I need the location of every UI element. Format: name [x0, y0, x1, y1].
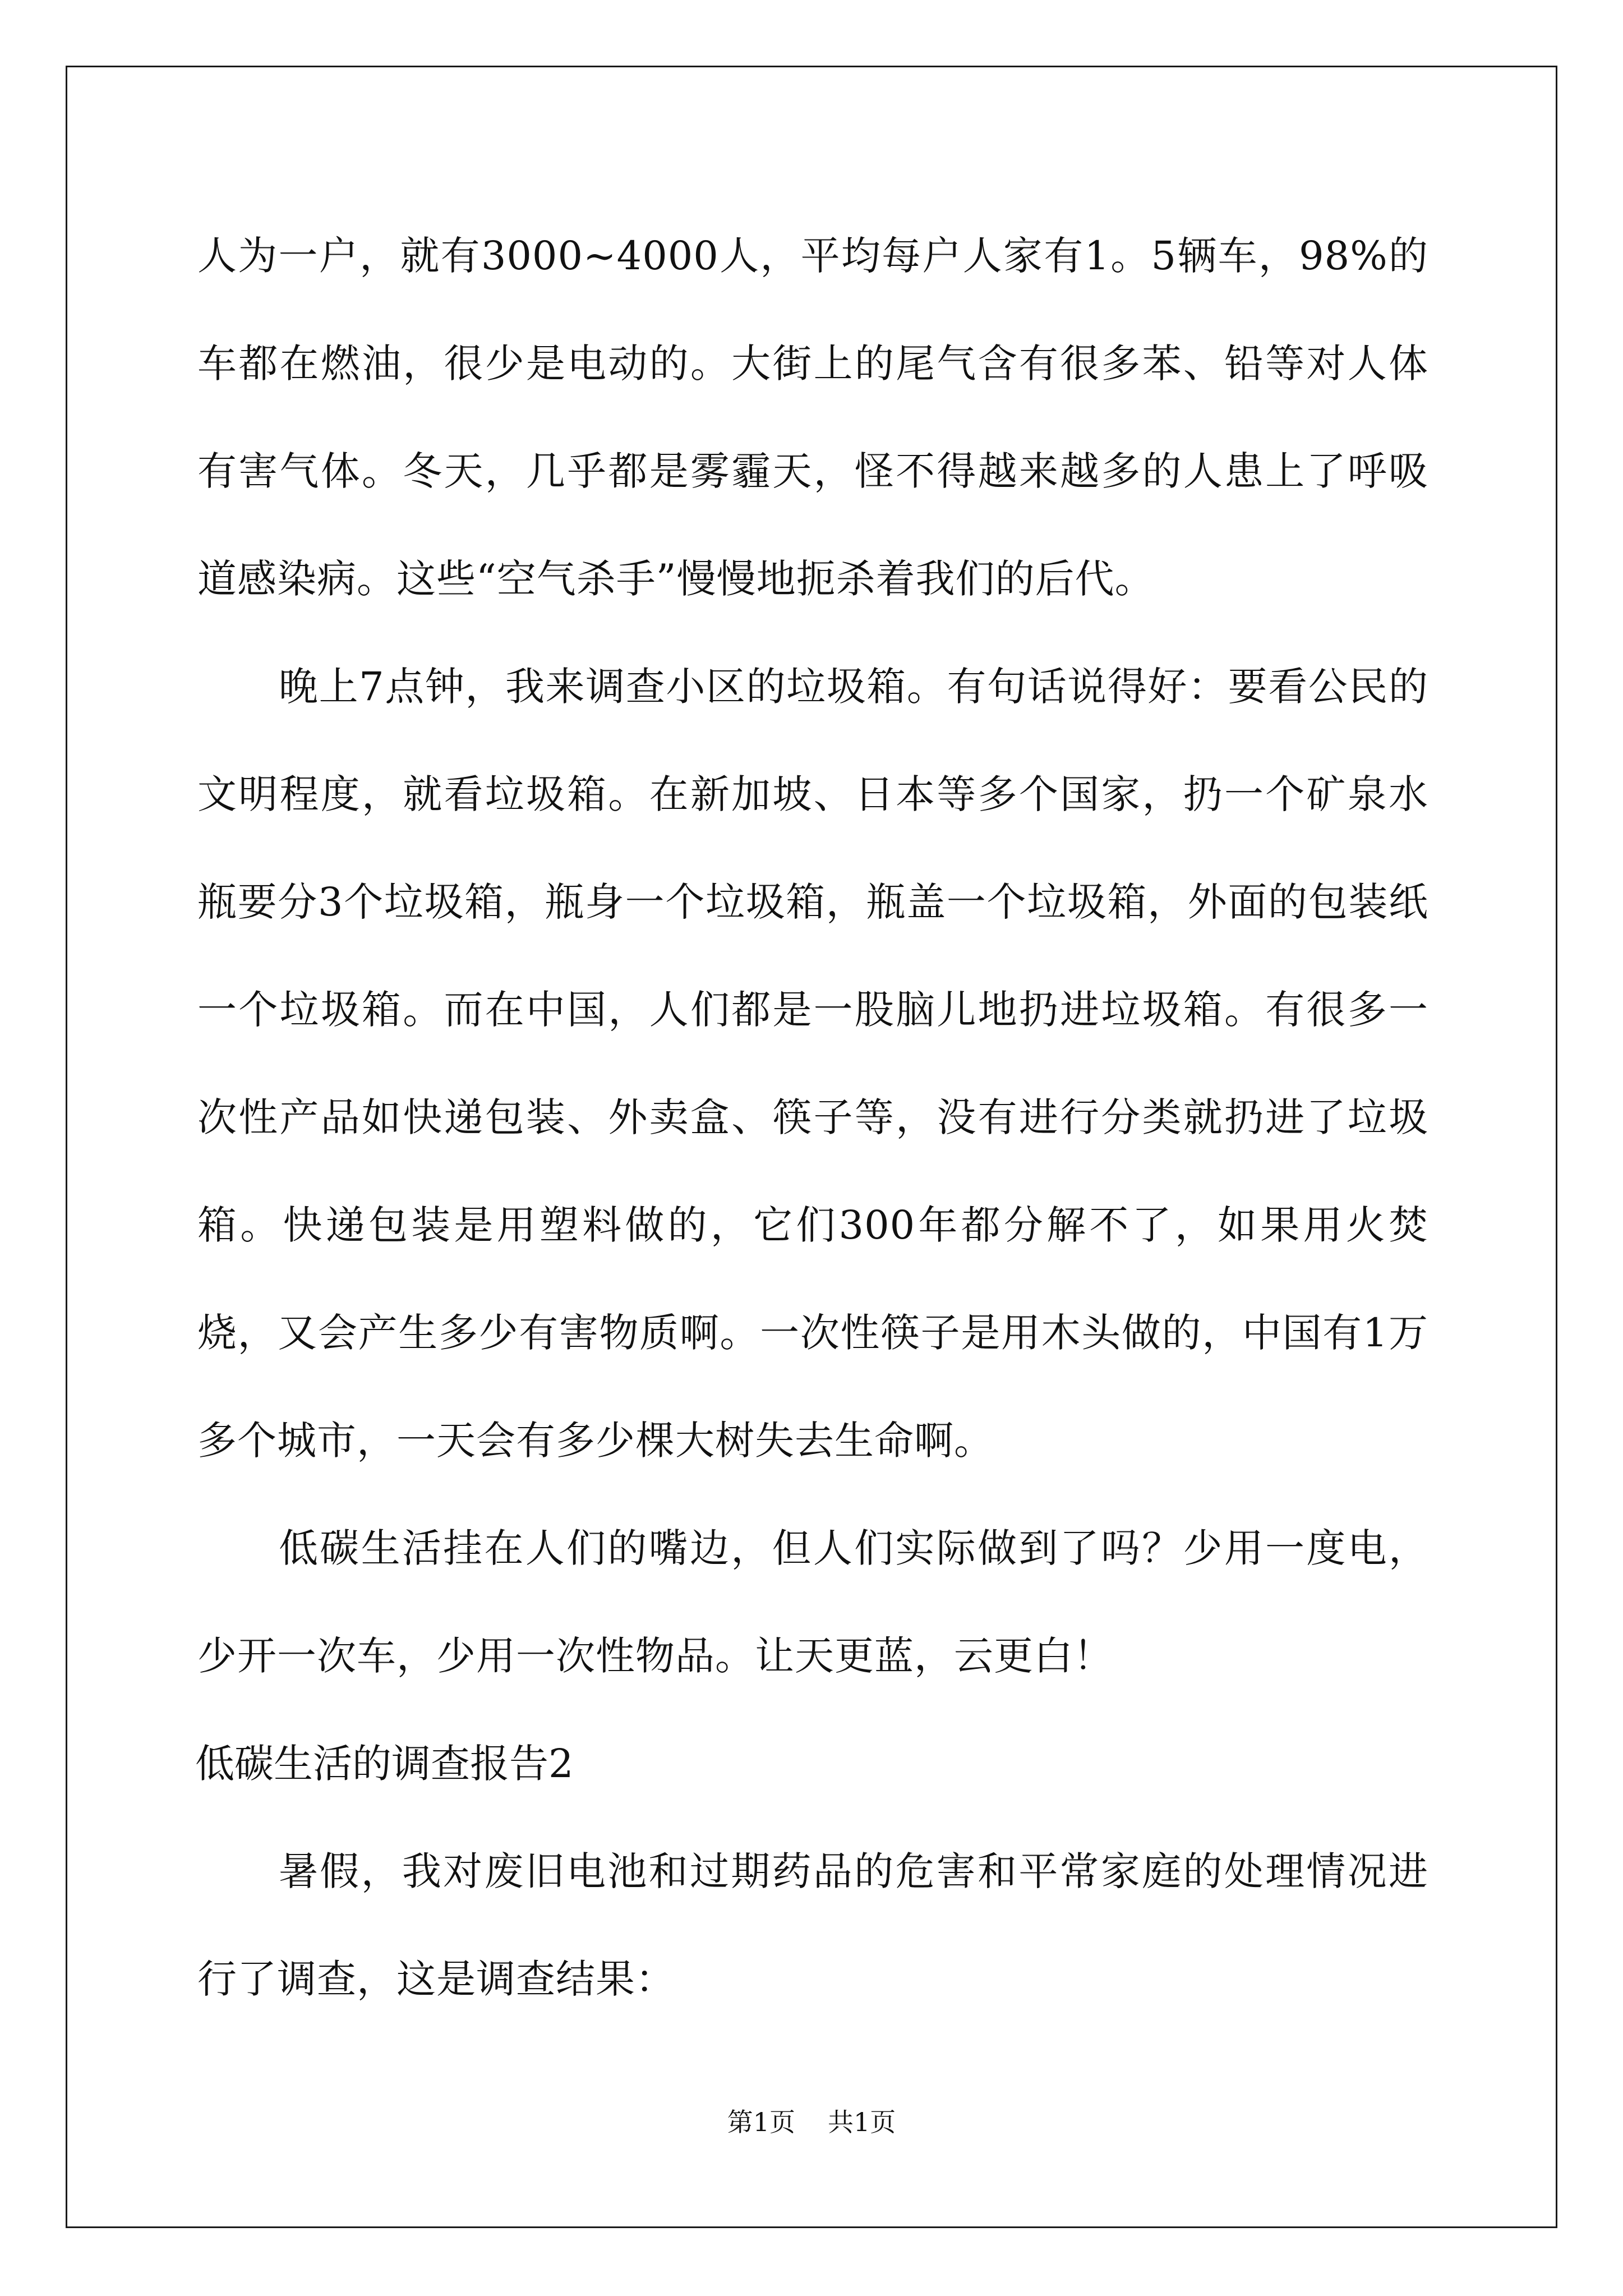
page-total: 共1页	[828, 2107, 896, 2137]
paragraph-2: 晚上7点钟，我来调查小区的垃圾箱。有句话说得好：要看公民的文明程度，就看垃圾箱。在新加坡、日本等多个国家，扔一个矿泉水瓶要分3个垃圾箱，瓶身一个垃圾箱，瓶盖一个垃圾箱，外面的包装纸一个垃圾箱。而在中国，人们都是一股脑儿地扔进垃圾箱。有很多一次性产品如快递包装、外卖盒、筷子等，没有进行分类就扔进了垃圾箱。快递包装是用塑料做的，它们300年都分解不了，如果用火焚烧，又会产生多少有害物质啊。一次性筷子是用木头做的，中国有1万多个城市，一天会有多少棵大树失去生命啊。	[197, 664, 1428, 1464]
paragraph-1: 人为一户，就有3000~4000人，平均每户人家有1。5辆车，98%的车都在燃油，很少是电动的。大街上的尾气含有很多苯、铅等对人体有害气体。冬天，几乎都是雾霾天，怪不得越来越多的人患上了呼吸道感染病。这些“空气杀手”慢慢地扼杀着我们的后代。	[197, 233, 1428, 602]
paragraph-3: 低碳生活挂在人们的嘴边，但人们实际做到了吗？少用一度电，少开一次车，少用一次性物品。让天更蓝，云更白！	[197, 1525, 1428, 1679]
page-footer	[0, 2105, 1623, 2139]
page-number: 第1页	[727, 2107, 795, 2137]
section-heading: 低碳生活的调查报告2	[195, 1741, 574, 1787]
paragraph-4: 暑假，我对废旧电池和过期药品的危害和平常家庭的处理情况进行了调查，这是调查结果：	[197, 1848, 1428, 2002]
document-body	[197, 202, 1428, 2033]
